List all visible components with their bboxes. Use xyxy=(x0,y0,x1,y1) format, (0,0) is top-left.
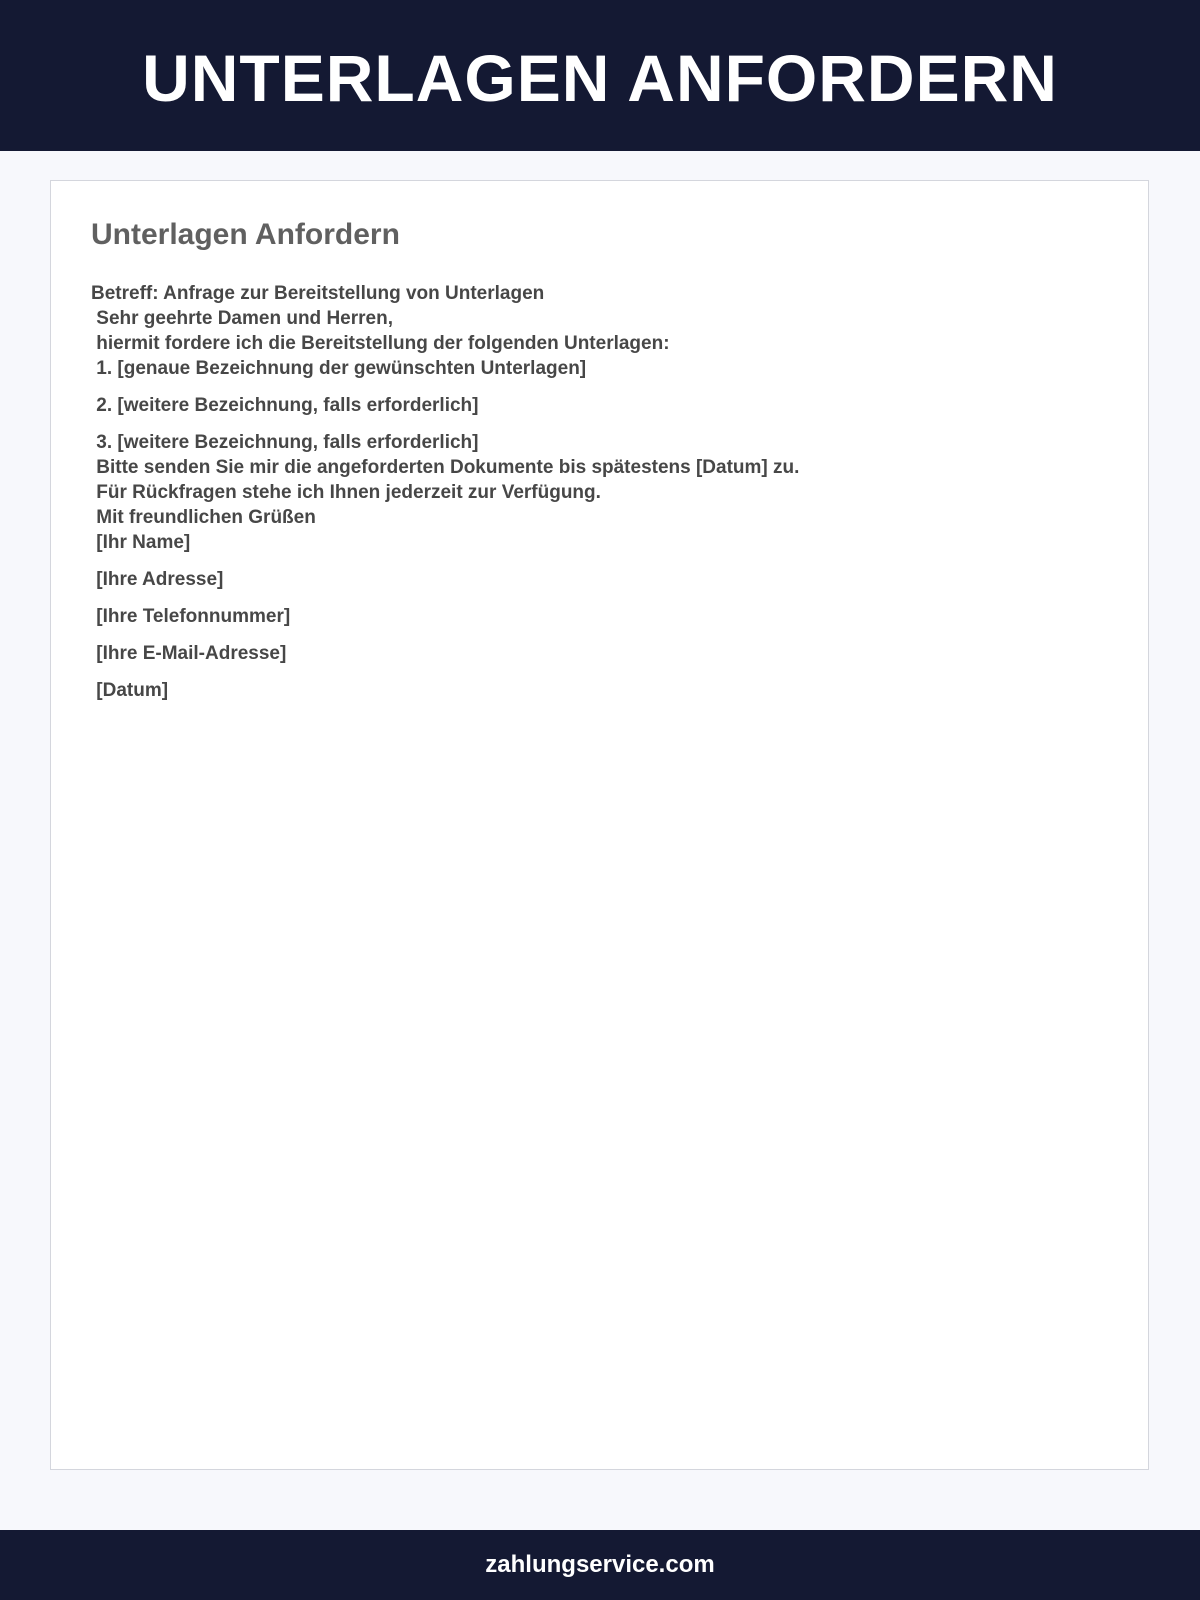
closing-line: Mit freundlichen Grüßen xyxy=(91,507,316,528)
intro-line: hiermit fordere ich die Bereitstellung der folgenden Unterlagen: xyxy=(91,333,670,354)
questions-line: Für Rückfragen stehe ich Ihnen jederzeit zur Verfügung. xyxy=(91,482,601,503)
sender-address: [Ihre Adresse] xyxy=(91,569,224,590)
request-line: Bitte senden Sie mir die angeforderten Dokumente bis spätestens [Datum] zu. xyxy=(91,457,800,478)
top-banner xyxy=(0,0,1200,151)
sender-phone: [Ihre Telefonnummer] xyxy=(91,606,291,627)
banner-title: UNTERLAGEN ANFORDERN xyxy=(142,40,1058,115)
sender-name: [Ihr Name] xyxy=(91,532,191,553)
list-item-3: 3. [weitere Bezeichnung, falls erforderlich] xyxy=(91,432,479,453)
letter-date: [Datum] xyxy=(91,680,169,701)
sender-email: [Ihre E-Mail-Adresse] xyxy=(91,643,287,664)
footer-bar xyxy=(0,1530,1200,1600)
card-heading: Unterlagen Anfordern xyxy=(91,218,400,251)
list-item-1: 1. [genaue Bezeichnung der gewünschten Unterlagen] xyxy=(91,358,587,379)
subject-line: Betreff: Anfrage zur Bereitstellung von Unterlagen xyxy=(91,283,545,304)
letter-card xyxy=(50,180,1149,1470)
footer-site-link[interactable]: zahlungservice.com xyxy=(485,1551,715,1578)
letter-body xyxy=(91,281,1091,703)
salutation-line: Sehr geehrte Damen und Herren, xyxy=(91,308,393,329)
list-item-2: 2. [weitere Bezeichnung, falls erforderlich] xyxy=(91,395,479,416)
